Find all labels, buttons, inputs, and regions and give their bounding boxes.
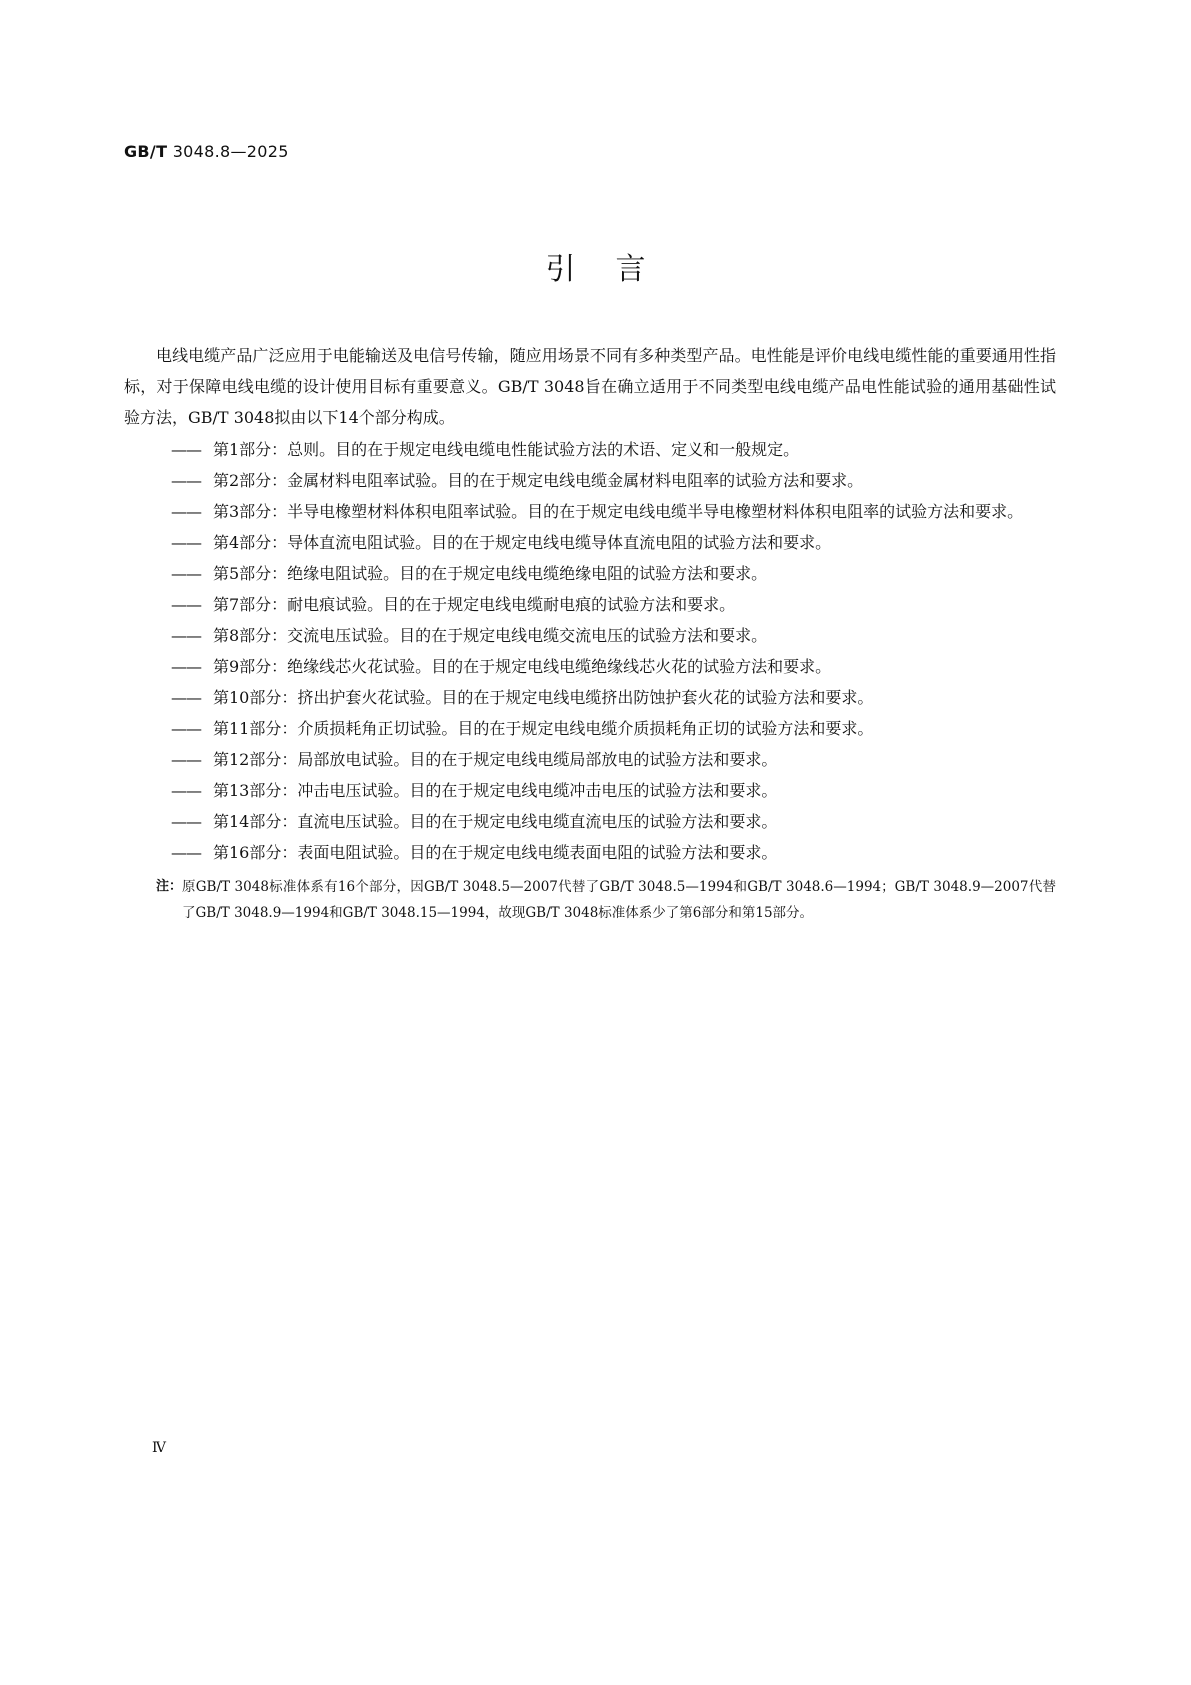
- part-text: 第5部分：绝缘电阻试验。目的在于规定电线电缆绝缘电阻的试验方法和要求。: [213, 564, 768, 583]
- list-item: [171, 775, 1056, 806]
- note-block: [156, 874, 1056, 926]
- list-item: [171, 651, 1056, 682]
- list-item: [171, 682, 1056, 713]
- dash-marker: ——: [171, 440, 201, 459]
- list-item: [171, 496, 1056, 527]
- part-text: 第16部分：表面电阻试验。目的在于规定电线电缆表面电阻的试验方法和要求。: [213, 843, 778, 862]
- dash-marker: ——: [171, 533, 201, 552]
- dash-marker: ——: [171, 719, 201, 738]
- part-text: 第13部分：冲击电压试验。目的在于规定电线电缆冲击电压的试验方法和要求。: [213, 781, 778, 800]
- standard-prefix: GB/T: [124, 142, 168, 161]
- section-title: 引言: [545, 252, 686, 287]
- part-text: 第11部分：介质损耗角正切试验。目的在于规定电线电缆介质损耗角正切的试验方法和要求。: [213, 719, 874, 738]
- dash-marker: ——: [171, 564, 201, 583]
- list-item: [171, 620, 1056, 651]
- dash-marker: ——: [171, 595, 201, 614]
- note-text: 原GB/T 3048标准体系有16个部分，因GB/T 3048.5—2007代替了GB/T 3048.5—1994和GB/T 3048.6—1994；GB/T 3048.9—2007代替了GB/T 3048.9—1994和GB/T 3048.15—1994，故现GB/T 3048标准体系少了第6部分和第15部分。: [182, 879, 1056, 921]
- page-number: Ⅳ: [152, 1440, 166, 1456]
- part-text: 第12部分：局部放电试验。目的在于规定电线电缆局部放电的试验方法和要求。: [213, 750, 778, 769]
- dash-marker: ——: [171, 781, 201, 800]
- dash-marker: ——: [171, 812, 201, 831]
- list-item: [171, 434, 1056, 465]
- dash-marker: ——: [171, 843, 201, 862]
- part-text: 第2部分：金属材料电阻率试验。目的在于规定电线电缆金属材料电阻率的试验方法和要求。: [213, 471, 864, 490]
- dash-marker: ——: [171, 626, 201, 645]
- standard-header: [124, 142, 289, 161]
- section-body: [124, 340, 1056, 926]
- list-item: [171, 744, 1056, 775]
- list-item: [171, 527, 1056, 558]
- part-text: 第8部分：交流电压试验。目的在于规定电线电缆交流电压的试验方法和要求。: [213, 626, 768, 645]
- part-text: 第3部分：半导电橡塑材料体积电阻率试验。目的在于规定电线电缆半导电橡塑材料体积电阻率的试验方法和要求。: [213, 502, 1024, 521]
- dash-marker: ——: [171, 657, 201, 676]
- note-label: 注：: [156, 879, 183, 894]
- part-text: 第7部分：耐电痕试验。目的在于规定电线电缆耐电痕的试验方法和要求。: [213, 595, 736, 614]
- list-item: [171, 806, 1056, 837]
- list-item: [171, 558, 1056, 589]
- list-item: [171, 837, 1056, 868]
- dash-marker: ——: [171, 688, 201, 707]
- list-item: [171, 713, 1056, 744]
- dash-marker: ——: [171, 750, 201, 769]
- part-text: 第14部分：直流电压试验。目的在于规定电线电缆直流电压的试验方法和要求。: [213, 812, 778, 831]
- dash-marker: ——: [171, 471, 201, 490]
- list-item: [171, 589, 1056, 620]
- part-text: 第4部分：导体直流电阻试验。目的在于规定电线电缆导体直流电阻的试验方法和要求。: [213, 533, 832, 552]
- standard-number: 3048.8—2025: [172, 142, 289, 161]
- part-text: 第10部分：挤出护套火花试验。目的在于规定电线电缆挤出防蚀护套火花的试验方法和要求。: [213, 688, 874, 707]
- parts-list: [124, 434, 1056, 868]
- list-item: [171, 465, 1056, 496]
- part-text: 第9部分：绝缘线芯火花试验。目的在于规定电线电缆绝缘线芯火花的试验方法和要求。: [213, 657, 832, 676]
- dash-marker: ——: [171, 502, 201, 521]
- part-text: 第1部分：总则。目的在于规定电线电缆电性能试验方法的术语、定义和一般规定。: [213, 440, 800, 459]
- intro-paragraph: 电线电缆产品广泛应用于电能输送及电信号传输，随应用场景不同有多种类型产品。电性能是评价电线电缆性能的重要通用性指标，对于保障电线电缆的设计使用目标有重要意义。GB/T 3048旨在确立适用于不同类型电线电缆产品电性能试验的通用基础性试验方法，GB/T 3048拟由以下14个部分构成。: [124, 346, 1056, 427]
